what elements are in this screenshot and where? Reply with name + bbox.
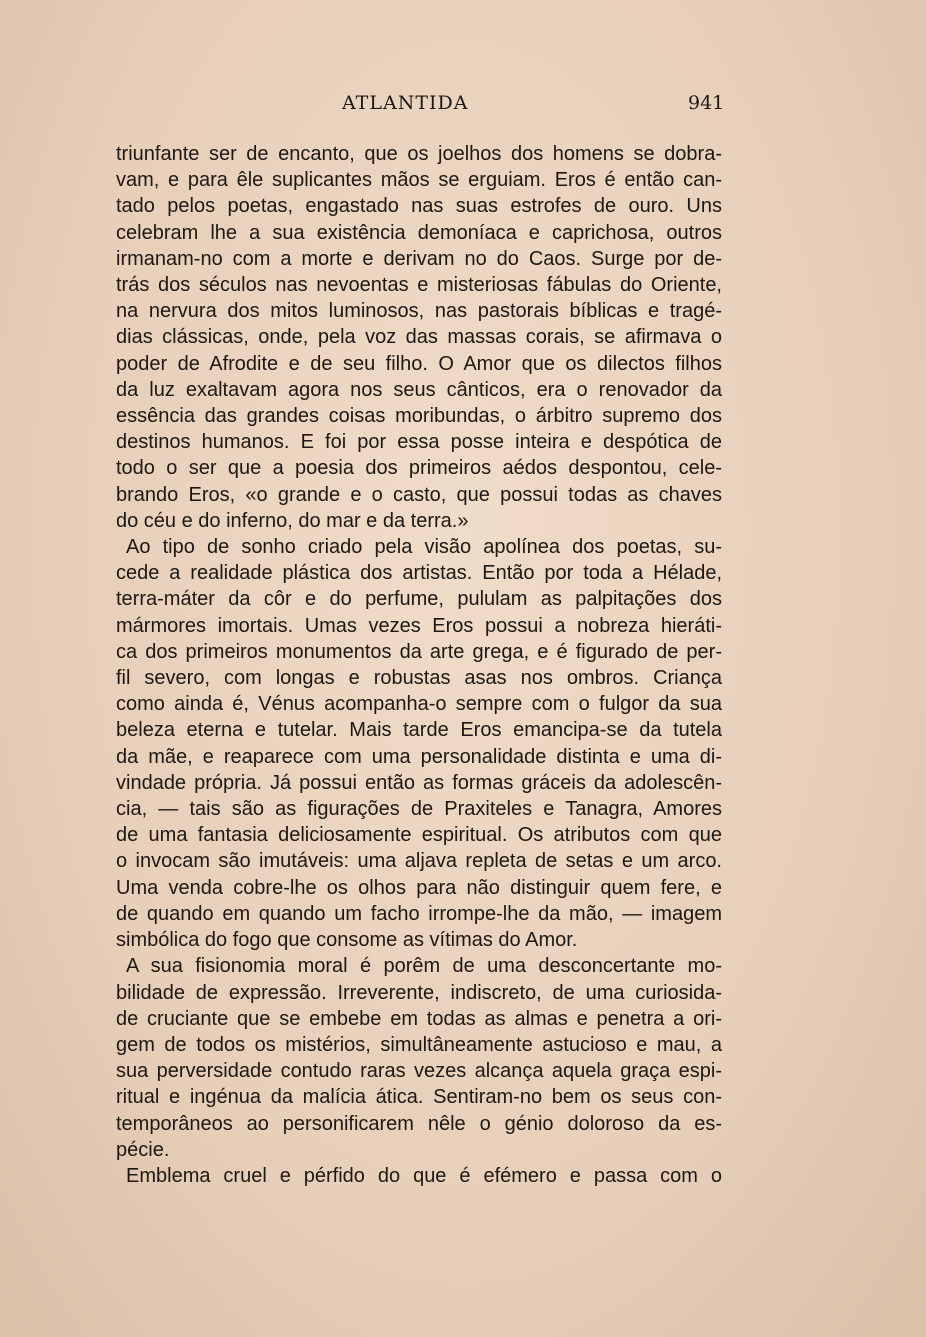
running-title: ATLANTIDA [342,92,469,114]
text-line: da mãe, e reaparece com uma personalidade distinta e uma di- [116,745,722,768]
text-line: poder de Afrodite e de seu filho. O Amor que os dilectos filhos [116,352,722,375]
text-line: triunfante ser de encanto, que os joelhos dos homens se dobra- [116,143,722,165]
page-number: 941 [688,92,725,114]
text-line: mármores imortais. Umas vezes Eros possui a nobreza hieráti- [116,614,722,637]
paragraph [116,1163,722,1189]
text-line: fil severo, com longas e robustas asas nos ombros. Criança [116,667,722,690]
text-line: bilidade de expressão. Irreverente, indiscreto, de uma curiosida- [116,981,722,1004]
text-line: de cruciante que se embebe em todas as almas e penetra a ori- [116,1007,722,1030]
text-line: ca dos primeiros monumentos da arte grega, e é figurado de per- [116,640,722,663]
text-line: Uma venda cobre-lhe os olhos para não distinguir quem fere, e [116,876,722,899]
text-line: essência das grandes coisas moribundas, o árbitro supremo dos [116,405,722,428]
text-line: na nervura dos mitos luminosos, nas pastorais bíblicas e tragé- [116,300,722,323]
text-line: Emblema cruel e pérfido do que é efémero e passa com o [126,1164,722,1187]
paragraph [116,534,722,953]
text-line: A sua fisionomia moral é porêm de uma desconcertante mo- [126,955,722,978]
text-line: irmanam-no com a morte e derivam no do Caos. Surge por de- [116,247,722,270]
text-line: sua perversidade contudo raras vezes alcança aquela graça espi- [116,1060,722,1083]
text-line: vam, e para êle suplicantes mãos se erguiam. Eros é então can- [116,169,722,192]
paragraph [116,953,722,1163]
text-line: brando Eros, «o grande e o casto, que possui todas as chaves [116,483,722,506]
text-line: terra-máter da côr e do perfume, pululam as palpitações dos [116,588,722,611]
text-line: simbólica do fogo que consome as vítimas do Amor. [116,929,578,952]
text-line: o invocam são imutáveis: uma aljava repleta de setas e um arco. [116,850,722,873]
text-line: todo o ser que a poesia dos primeiros aédos despontou, cele- [116,457,722,480]
text-line: dias clássicas, onde, pela voz das massas corais, se afirmava o [116,326,722,349]
text-line: da luz exaltavam agora nos seus cânticos, era o renovador da [116,378,722,401]
text-line: como ainda é, Vénus acompanha-o sempre com o fulgor da sua [116,693,722,716]
page-header [0,92,926,122]
text-line: do céu e do inferno, do mar e da terra.» [116,509,469,532]
text-line: vindade própria. Já possui então as formas gráceis da adolescên- [116,771,722,794]
text-line: trás dos séculos nas nevoentas e misteriosas fábulas do Oriente, [116,274,722,297]
body-text [116,141,722,1189]
text-line: cia, — tais são as figurações de Praxiteles e Tanagra, Amores [116,798,722,821]
paragraph [116,141,722,534]
text-line: Ao tipo de sonho criado pela visão apolínea dos poetas, su- [126,536,722,559]
text-line: pécie. [116,1138,170,1161]
text-line: temporâneos ao personificarem nêle o génio doloroso da es- [116,1112,722,1135]
text-line: ritual e ingénua da malícia ática. Sentiram-no bem os seus con- [116,1086,722,1109]
text-line: de uma fantasia deliciosamente espiritual. Os atributos com que [116,824,722,847]
text-line: celebram lhe a sua existência demoníaca e caprichosa, outros [116,221,722,244]
text-line: de quando em quando um facho irrompe-lhe da mão, — imagem [116,902,722,925]
text-line: tado pelos poetas, engastado nas suas estrofes de ouro. Uns [116,195,722,218]
text-line: destinos humanos. E foi por essa posse inteira e despótica de [116,431,722,454]
text-line: beleza eterna e tutelar. Mais tarde Eros emancipa-se da tutela [116,719,722,742]
text-line: cede a realidade plástica dos artistas. Então por toda a Hélade, [116,562,722,585]
text-line: gem de todos os mistérios, simultâneamente astucioso e mau, a [116,1033,722,1056]
